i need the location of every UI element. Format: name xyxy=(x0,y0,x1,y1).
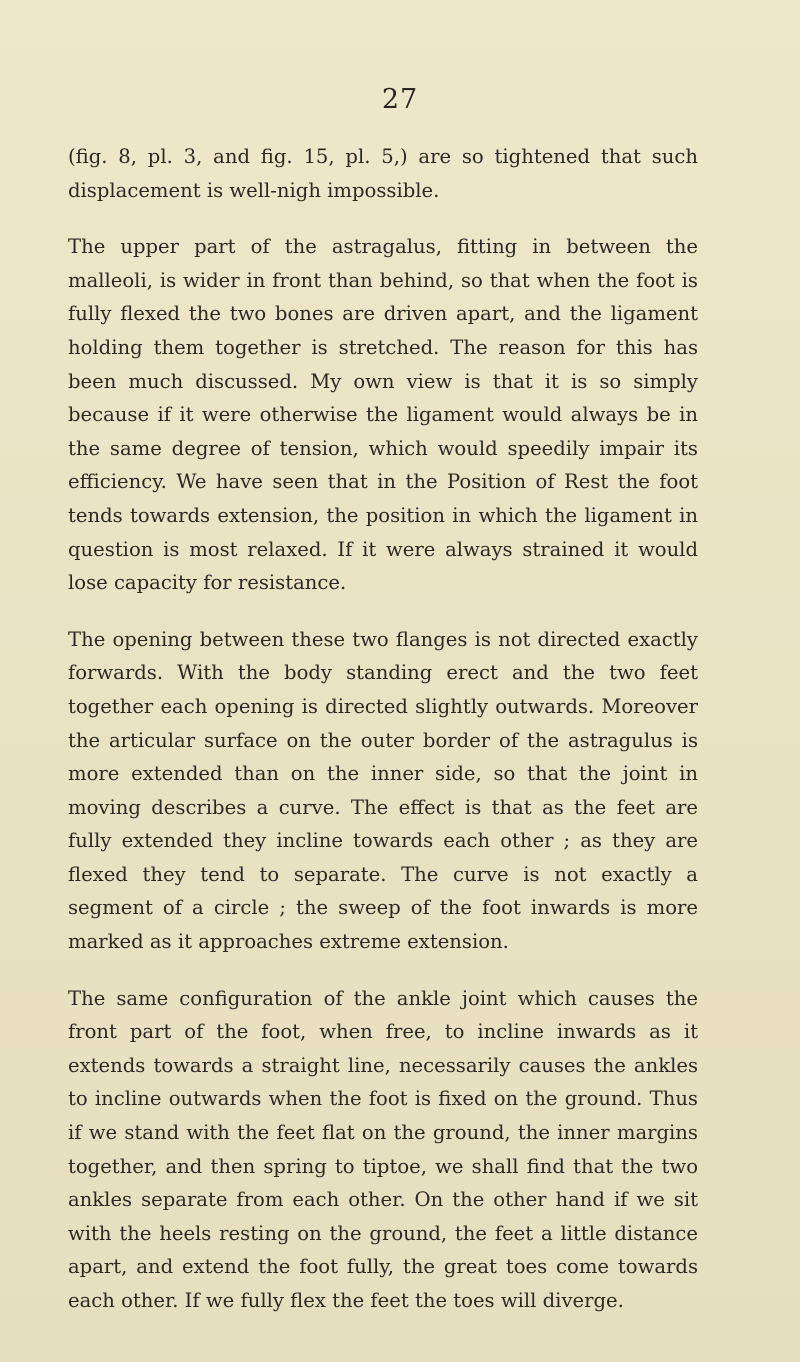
paragraph-astragalus-ligament: The upper part of the astragalus, fitting in between the malleoli, is wider in front than behind, so that when the foot is fully flexed the two bones are driven apart, and the ligament holding them together is stretched. The reason for this has been much discussed. My own view is that it is so simply because if it were otherwise the ligament would always be in the same degree of tension, which would speedily impair its efficiency. We have seen that in the Position of Rest the foot tends towards extension, the position in which the ligament in question is most relaxed. If it were always strained it would lose capacity for resistance. xyxy=(68,235,698,595)
paragraph-continuation: (fig. 8, pl. 3, and fig. 15, pl. 5,) are so tightened that such displacement is well-nigh impossible. xyxy=(68,145,698,202)
body-text xyxy=(68,140,698,1318)
paragraph-ankle-configuration: The same configuration of the ankle joint which causes the front part of the foot, when free, to incline inwards as it extends towards a straight line, necessarily causes the ankles to incline outwards when the foot is fixed on the ground. Thus if we stand with the feet flat on the ground, the inner margins together, and then spring to tiptoe, we shall find that the two ankles separate from each other. On the other hand if we sit with the heels resting on the ground, the feet a little distance apart, and extend the foot fully, the great toes come towards each other. If we fully flex the feet the toes will diverge. xyxy=(68,986,698,1312)
page-number: 27 xyxy=(381,84,419,115)
paragraph-flange-opening: The opening between these two flanges is not directed exactly forwards. With the body standing erect and the two feet together each opening is directed slightly outwards. Moreover the articular surface on the outer border of the astragulus is more extended than on the inner side, so that the joint in moving describes a curve. The effect is that as the feet are fully extended they incline towards each other ; as they are flexed they tend to separate. The curve is not exactly a segment of a circle ; the sweep of the foot inwards is more marked as it approaches extreme extension. xyxy=(68,627,698,954)
